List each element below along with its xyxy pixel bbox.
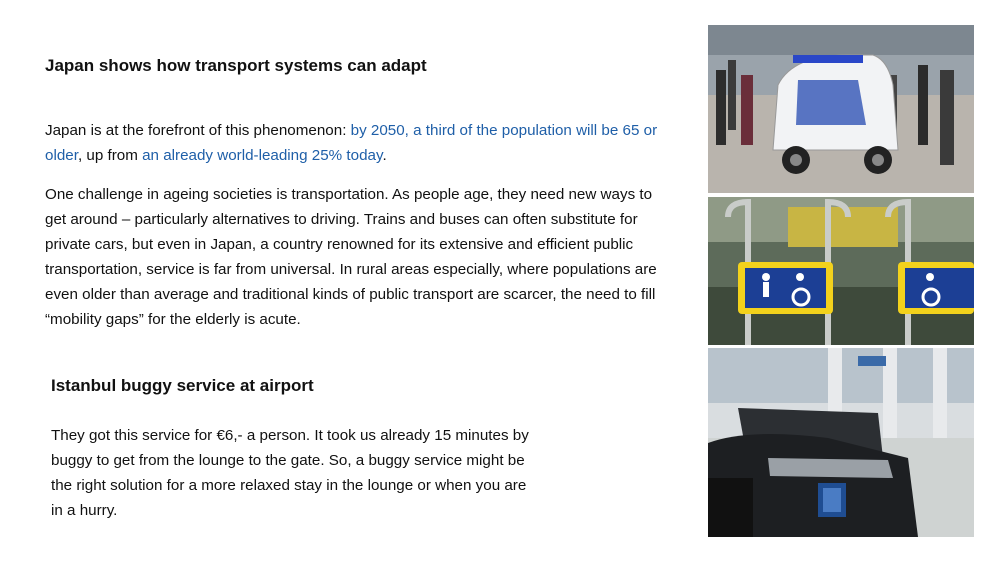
section-title-istanbul: Istanbul buggy service at airport xyxy=(51,376,314,395)
paragraph-buggy-service: They got this service for €6,- a person. It took us already 15 minutes by buggy to get from the lounge to the gate. So, a buggy service might be the right solution for a more relaxed stay in the lounge or when you are in a hurry. xyxy=(51,427,529,519)
paragraph-transport-challenge: One challenge in ageing societies is transportation. As people age, they need new ways to get around – particularly alternatives to driving. Trains and buses can often substitute for private cars, but even in Japan, a country renowned for its extensive and efficient public transportation, service is far from universal. In rural areas especially, where populations are even older than average and traditional kinds of public transport are scarcer, the need to fill “mobility gaps” for the elderly is acute. xyxy=(45,186,657,328)
photo-electric-car xyxy=(708,25,974,193)
photo-column xyxy=(708,25,974,537)
link-world-leading[interactable]: an already world-leading 25% today xyxy=(142,147,383,164)
intro-text-a: Japan is at the forefront of this phenomenon: xyxy=(45,122,351,139)
link-population-2050[interactable]: by 2050, a third of the population will be 65 or older xyxy=(45,122,658,164)
paragraph-japan-intro xyxy=(45,118,665,168)
intro-text-b: , up from xyxy=(77,147,143,164)
intro-text-c: . xyxy=(382,147,387,164)
section-title-japan: Japan shows how transport systems can adapt xyxy=(45,56,427,75)
photo-airport-buggy xyxy=(708,348,974,537)
photo-ticket-gates xyxy=(708,197,974,345)
